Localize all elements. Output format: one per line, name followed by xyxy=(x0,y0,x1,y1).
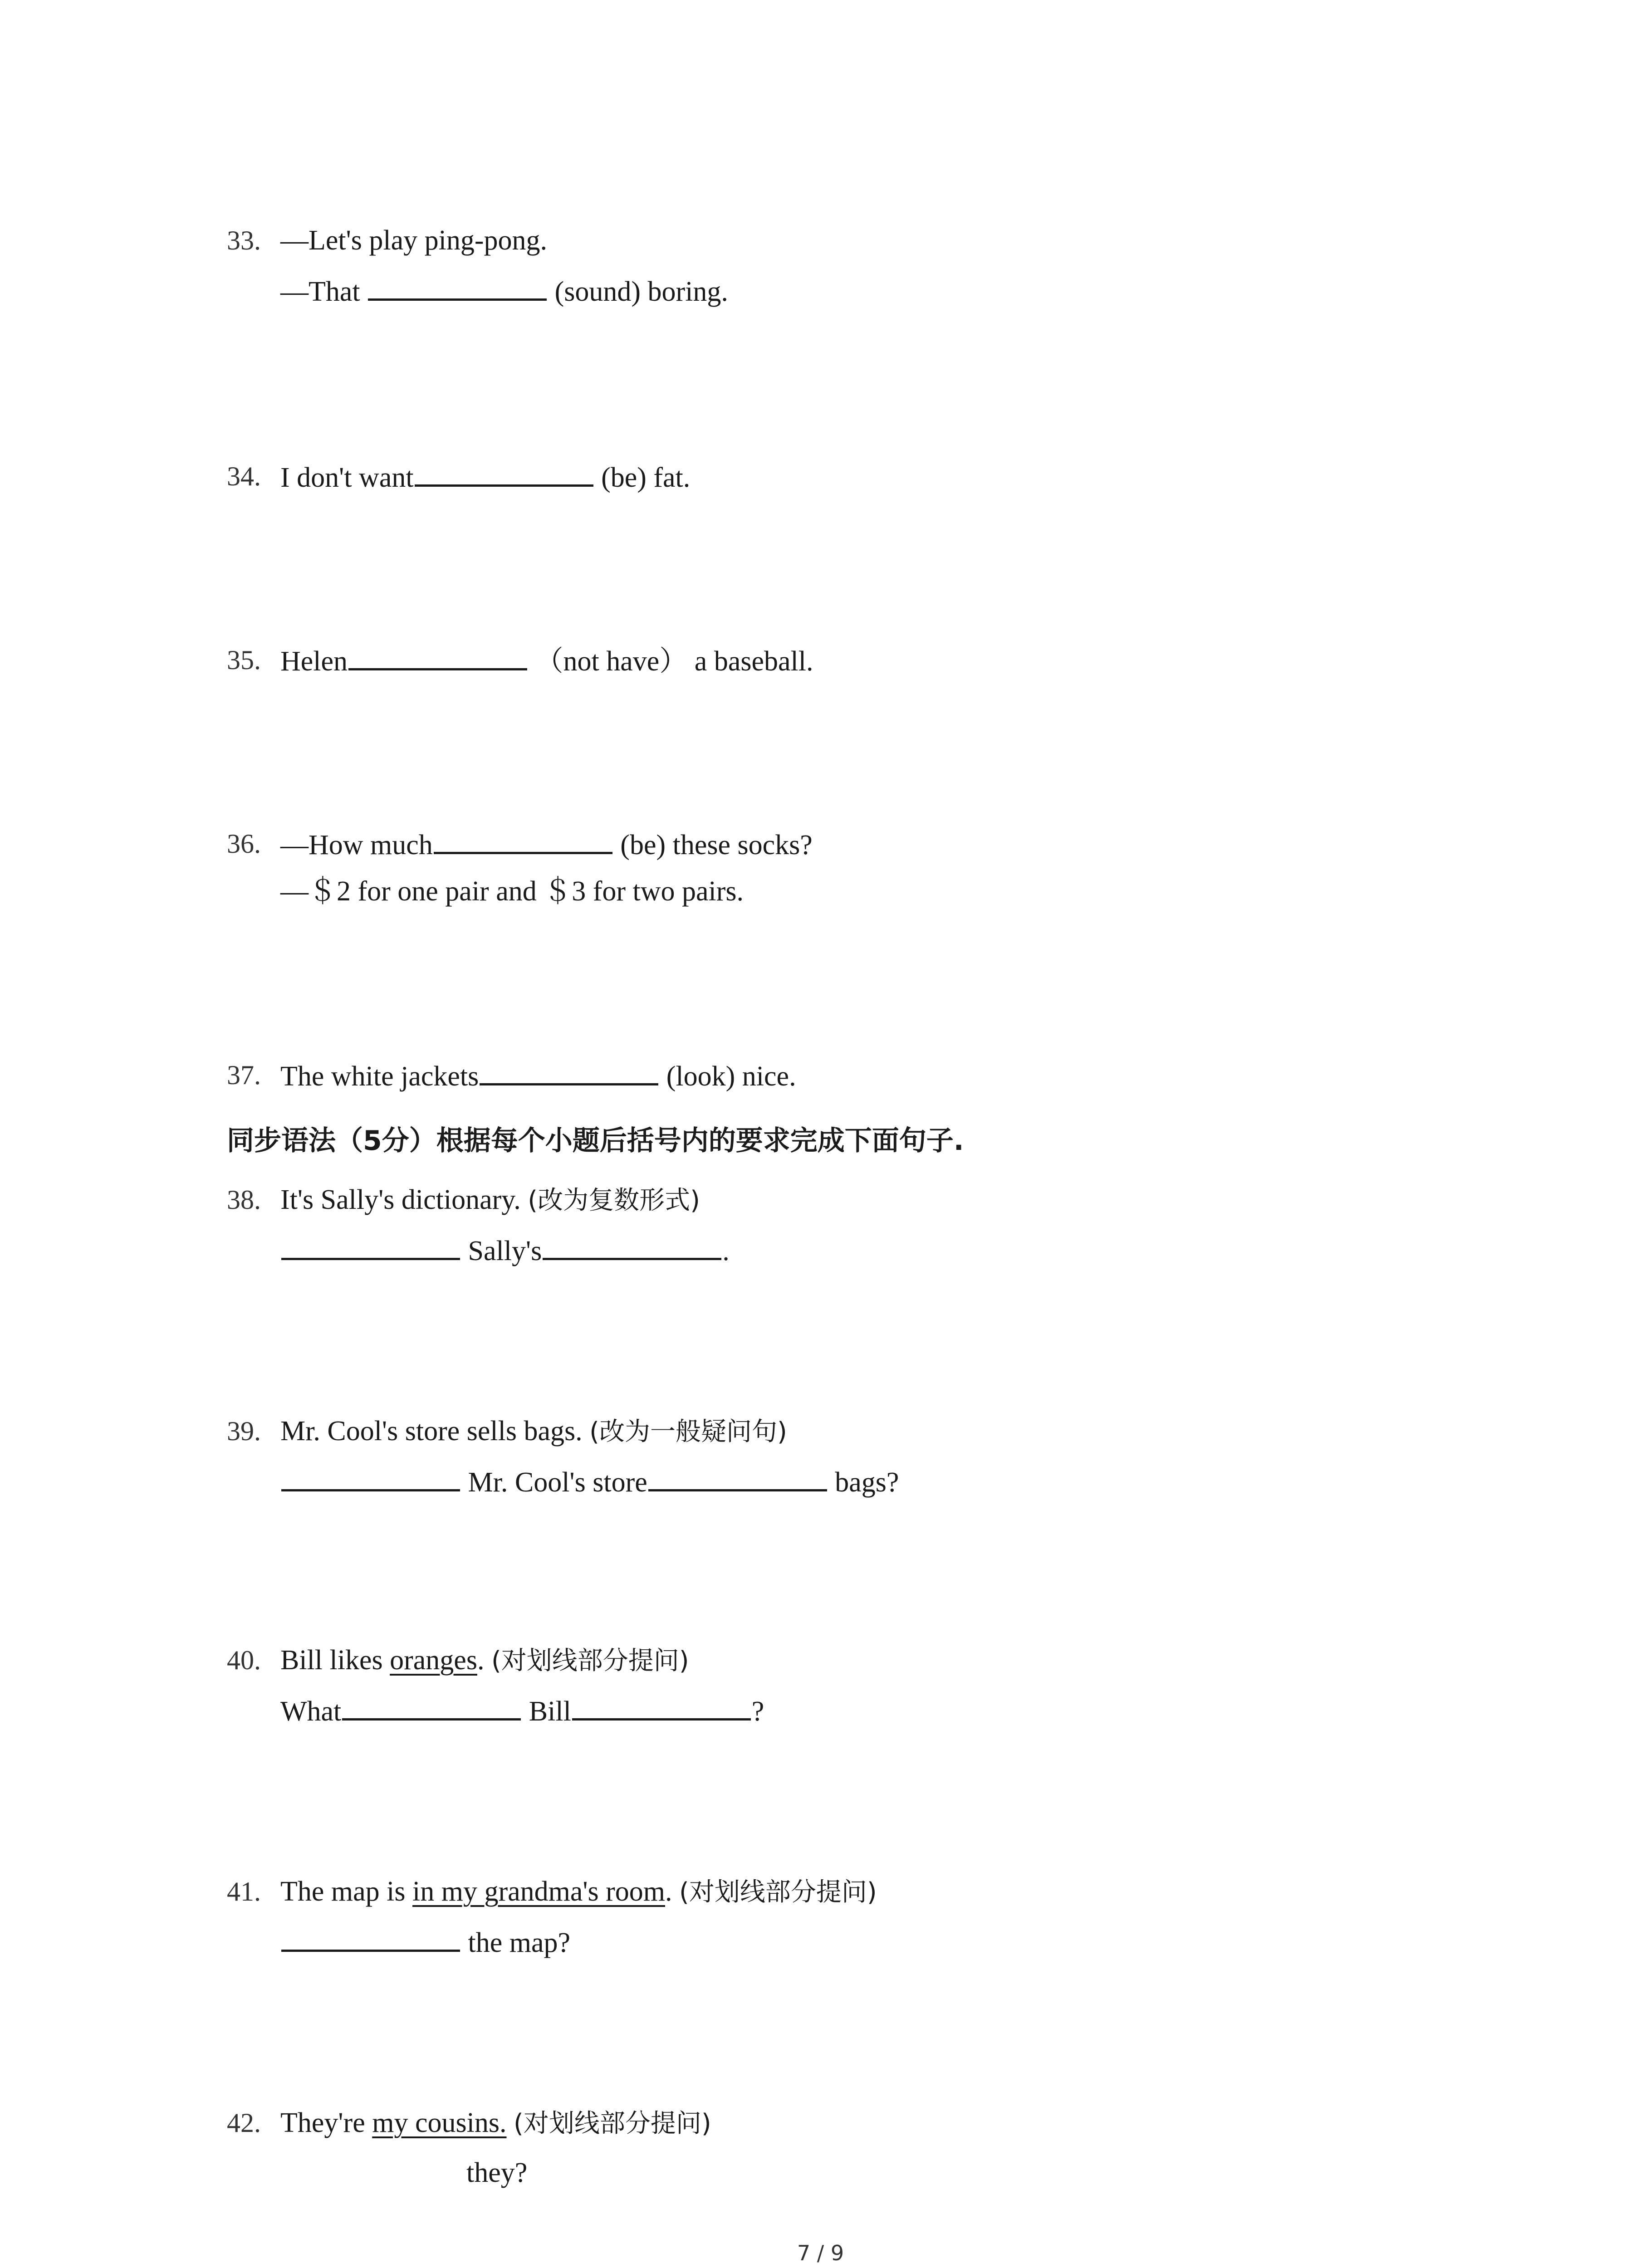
question-text: The map is xyxy=(280,1876,412,1907)
answer-text: Bill xyxy=(522,1696,571,1727)
answer-text: Mr. Cool's store xyxy=(461,1467,647,1498)
section-heading: 同步语法（5分）根据每个小题后括号内的要求完成下面句子. xyxy=(227,1125,964,1157)
question-text: （not have） a baseball. xyxy=(528,646,813,677)
question-text: Helen xyxy=(280,646,348,677)
question-instruction: (对划线部分提问) xyxy=(513,2109,711,2138)
answer-text: bags? xyxy=(828,1467,899,1498)
question-text xyxy=(506,2107,514,2138)
question-text: (be) these socks? xyxy=(613,830,813,860)
question-text: . xyxy=(665,1876,680,1907)
answer-blank[interactable] xyxy=(281,1232,460,1260)
question-number: 40. xyxy=(227,1645,261,1675)
answer-text: they? xyxy=(466,2157,528,2188)
question-text: Bill likes xyxy=(280,1645,390,1676)
page-number: 7 / 9 xyxy=(797,2241,844,2265)
answer-text: Sally's xyxy=(461,1236,542,1266)
answer-blank[interactable] xyxy=(368,272,547,301)
question-text: (look) nice. xyxy=(659,1061,796,1092)
answer-blank[interactable] xyxy=(281,1923,460,1952)
answer-blank[interactable] xyxy=(648,1463,827,1491)
question-number: 38. xyxy=(227,1185,261,1215)
question-text: (sound) boring. xyxy=(548,276,728,307)
answer-blank[interactable] xyxy=(543,1232,721,1260)
question-instruction: (改为一般疑问句) xyxy=(589,1417,787,1447)
answer-blank[interactable] xyxy=(415,458,593,487)
question-number: 33. xyxy=(227,225,261,255)
answer-text: What xyxy=(280,1696,342,1727)
question-text: It's Sally's dictionary. xyxy=(280,1184,528,1215)
underlined-phrase: oranges xyxy=(390,1645,477,1676)
question-number: 36. xyxy=(227,829,261,859)
question-text: I don't want xyxy=(280,462,414,493)
question-text: —＄2 for one pair and ＄3 for two pairs. xyxy=(280,876,744,907)
question-instruction: (改为复数形式) xyxy=(528,1186,700,1215)
question-text: —How much xyxy=(280,830,433,860)
question-number: 42. xyxy=(227,2108,261,2138)
answer-text: . xyxy=(722,1236,730,1266)
question-text: Mr. Cool's store sells bags. xyxy=(280,1416,590,1447)
question-text: They're xyxy=(280,2107,372,2138)
question-number: 35. xyxy=(227,645,261,675)
answer-blank[interactable] xyxy=(348,642,527,670)
answer-text: ? xyxy=(751,1696,764,1727)
question-text: The white jackets xyxy=(280,1061,479,1092)
question-text: —Let's play ping-pong. xyxy=(280,225,548,256)
answer-blank[interactable] xyxy=(281,1463,460,1491)
question-text: (be) fat. xyxy=(594,462,691,493)
question-instruction: (对划线部分提问) xyxy=(491,1646,689,1676)
question-text: . xyxy=(477,1645,491,1676)
answer-blank[interactable] xyxy=(572,1692,751,1721)
underlined-phrase: my cousins. xyxy=(372,2107,507,2138)
question-number: 41. xyxy=(227,1877,261,1906)
answer-blank[interactable] xyxy=(480,1057,658,1085)
question-number: 37. xyxy=(227,1060,261,1090)
question-number: 39. xyxy=(227,1416,261,1446)
question-text: —That xyxy=(280,276,367,307)
underlined-phrase: in my grandma's room xyxy=(412,1876,666,1907)
answer-blank[interactable] xyxy=(342,1692,521,1721)
question-number: 34. xyxy=(227,461,261,491)
question-instruction: (对划线部分提问) xyxy=(679,1877,877,1907)
answer-blank[interactable] xyxy=(434,826,612,854)
answer-text: the map? xyxy=(461,1927,571,1958)
